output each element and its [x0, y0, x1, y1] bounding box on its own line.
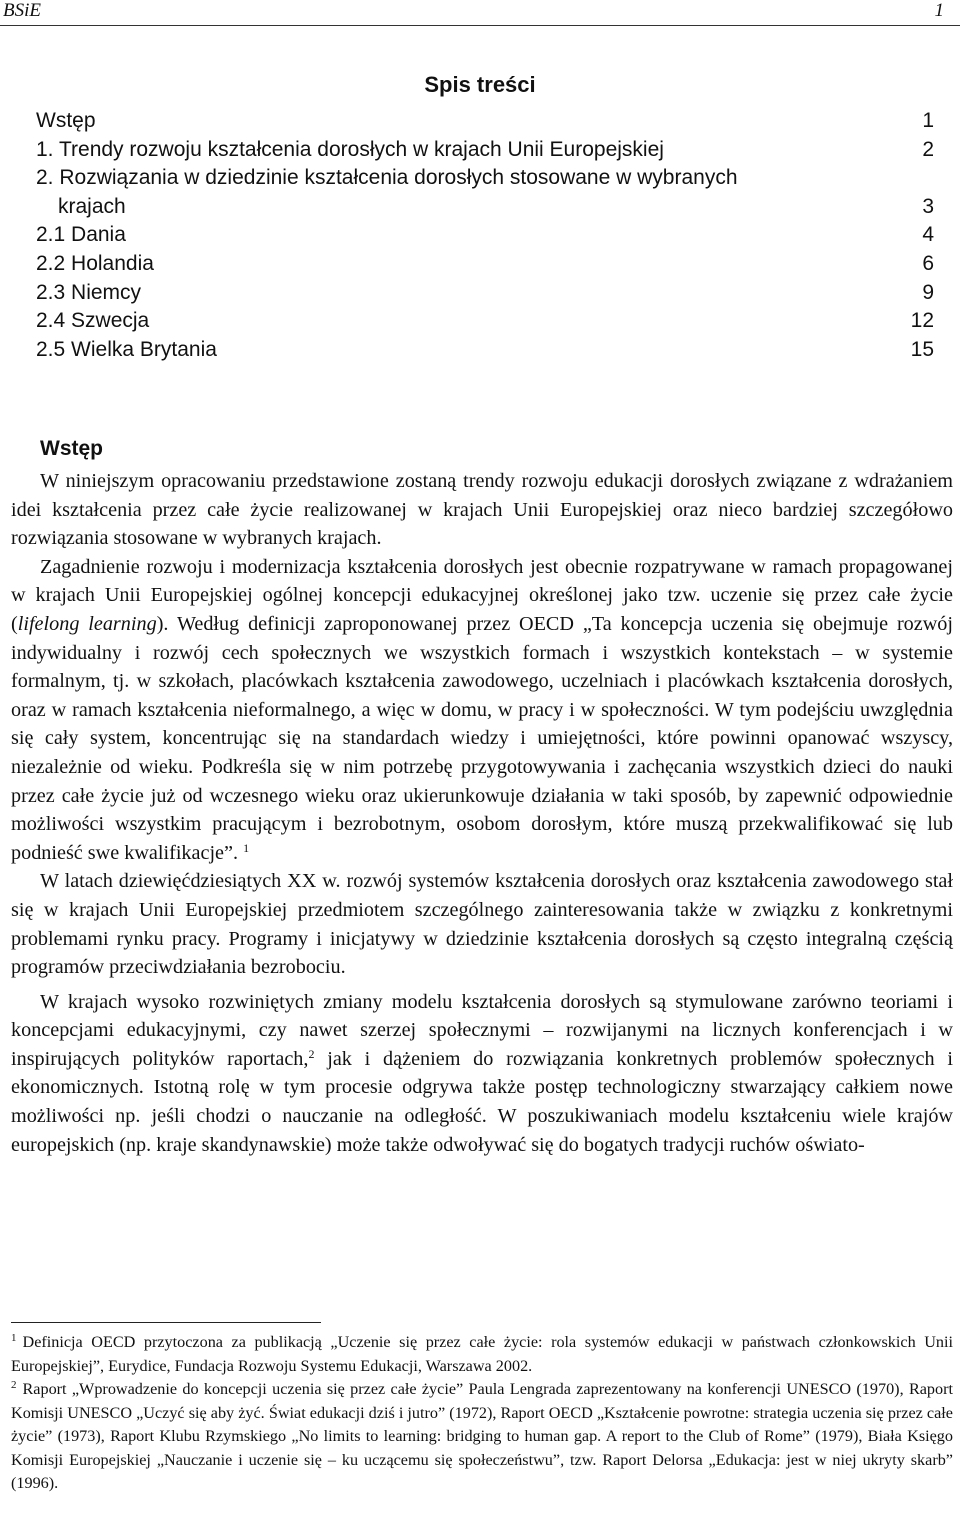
footnote-number: 1 — [11, 1332, 17, 1344]
toc-entry-label: 2.1 Dania — [36, 223, 126, 247]
toc-entry-label: 2.5 Wielka Brytania — [36, 337, 217, 361]
paragraph — [11, 467, 953, 553]
toc-entry — [36, 107, 934, 136]
footnotes — [11, 1331, 953, 1496]
footnote — [11, 1331, 953, 1378]
toc-entry-page: 12 — [910, 309, 934, 333]
toc-entry — [36, 164, 934, 193]
toc-entry — [36, 193, 934, 222]
toc-entry-label: krajach — [58, 194, 126, 218]
toc-entry-label: 2.2 Holandia — [36, 251, 154, 275]
body-text — [11, 467, 953, 1159]
toc-entry-label: 2.3 Niemcy — [36, 280, 142, 304]
toc-entry — [36, 336, 934, 365]
toc-title: Spis treści — [424, 72, 536, 97]
footnote-reference[interactable]: 2 — [308, 1046, 315, 1061]
toc-entry — [36, 221, 934, 250]
paragraph-text: W latach dziewięćdziesiątych XX w. rozwój systemów kształcenia dorosłych oraz kształcenia zawodowego stał się w krajach Unii Europejskiej przedmiotem szczególnego zainteresowania także w związku z konkretnymi problemami rynku pracy. Programy i inicjatywy w dziedzinie kształcenia dorosłych są często integralną częścią programów przeciwdziałania bezrobociu. — [11, 870, 953, 979]
footnote-divider — [11, 1322, 321, 1323]
footnote-text: Definicja OECD przytoczona za publikacją „Uczenie się przez całe życie: rola systemów edukacji w państwach członkowskich Unii Europejskiej”, Eurydice, Fundacja Rozwoju Systemu Edukacji, Warszawa 2002. — [11, 1333, 953, 1375]
toc-entry — [36, 250, 934, 279]
page-number: 1 — [934, 0, 944, 21]
footnote-text: Raport „Wprowadzenie do koncepcji uczenia się przez całe życie” Paula Lengrada zaprezentowany na konferencji UNESCO (1970), Raport Komisji UNESCO „Uczyć się aby żyć. Świat edukacji dziś i jutro” (1972), Raport OECD „Kształcenie powrotne: strategia uczenia się przez całe życie” (1973), Raport Klubu Rzymskiego „No limits to learning: bridging to human gap. A report to the Club of Rome” (1979), Biała Księgo Komisji Europejskiej „Nauczanie i uczenie się – ku uczącemu się społeczeństwu”, tzw. Raport Delorsa „Edukacja: jest w niej ukryty skarb” (1996). — [11, 1380, 953, 1492]
paragraph-text: ). Według definicji zaproponowanej przez OECD „Ta koncepcja uczenia się obejmuje rozwój indywidualny i rozwój cech społecznych we wszystkich formach i wszystkich kontekstach – w systemie formalnym, tj. w szkołach, placówkach kształcenia zawodowego, uczelniach i placówkach kształcenia dorosłych, oraz w ramach kształcenia nieformalnego, a więc w domu, w pracy i w społeczności. W tym podejściu uwzględnia się cały system, koncentrując się na standardach wiedzy i umiejętności, które powinni opanować wszyscy, niezależnie od wieku. Podkreśla się w nim potrzebę przygotowywania i zachęcania wszystkich dzieci do nauki przez całe życie już od wczesnego wieku oraz ukierunkowuje działania w taki sposób, by zapewnić odpowiednie możliwości wszystkim pracującym i bezrobotnym, osobom dorosłym, które muszą przekwalifikować się lub podnieść swe kwalifikacje”. — [11, 612, 954, 864]
toc-entry-page: 6 — [922, 251, 934, 275]
paragraph — [11, 867, 953, 981]
toc-entry-label: 2. Rozwiązania w dziedzinie kształcenia dorosłych stosowane w wybranych — [36, 166, 738, 190]
toc-entry-page: 4 — [922, 223, 934, 247]
toc-entry — [36, 279, 934, 308]
table-of-contents — [36, 107, 934, 364]
toc-entry-page: 1 — [922, 109, 934, 132]
footnote — [11, 1378, 953, 1496]
page-header — [0, 0, 960, 22]
paragraph-text: W niniejszym opracowaniu przedstawione zostaną trendy rozwoju edukacji dorosłych związane z wdrażaniem idei kształcenia przez całe życie realizowanej w krajach Unii Europejskiej oraz nieco bardziej szczegółowo rozwiązania stosowane w wybranych krajach. — [11, 470, 953, 550]
toc-entry-label: Wstęp — [36, 109, 96, 132]
toc-entry-page: 15 — [910, 337, 934, 361]
paragraph-text: W krajach wysoko rozwiniętych zmiany modelu kształcenia dorosłych są stymulowane zarówno teoriami i koncepcjami edukacyjnymi, czy nawet szerzej społecznymi – rozwijanymi na licznych konferencjach i w inspirujących polityków raportach, — [11, 990, 953, 1070]
section-heading: Wstęp — [40, 437, 103, 460]
paragraph-text: Zagadnienie rozwoju i modernizacja kształcenia dorosłych jest obecnie rozpatrywane w ramach propagowanej w krajach Unii Europejskiej ogólnej koncepcji edukacyjnej określonej jako tzw. uczenie się przez całe życie ( — [11, 555, 953, 635]
toc-entry-page: 2 — [922, 137, 934, 161]
paragraph-text: jak i dążeniem do rozwiązania konkretnych problemów społecznych i ekonomicznych. Istotną rolę w tym procesie odgrywa także postęp technologiczny stwarzający całkiem nowe możliwości np. jeśli chodzi o nauczanie na odległość. W poszukiwaniach modelu kształceniu wiele krajów europejskich (np. kraje skandynawskie) może także odwoływać się do bogatych tradycji ruchów oświato- — [11, 1047, 954, 1156]
toc-entry-label: 2.4 Szwecja — [36, 309, 150, 333]
header-divider — [0, 25, 960, 26]
footnote-reference[interactable]: 1 — [243, 840, 250, 855]
header-left-text: BSiE — [3, 0, 41, 21]
toc-entry — [36, 136, 934, 165]
paragraph — [11, 553, 953, 868]
toc-entry-label: 1. Trendy rozwoju kształcenia dorosłych w krajach Unii Europejskiej — [36, 137, 664, 161]
italic-term: lifelong learning — [17, 612, 157, 635]
footnote-number: 2 — [11, 1379, 17, 1391]
toc-entry-page: 3 — [922, 194, 934, 218]
toc-entry — [36, 307, 934, 336]
paragraph — [11, 988, 953, 1160]
toc-entry-page: 9 — [922, 280, 934, 304]
